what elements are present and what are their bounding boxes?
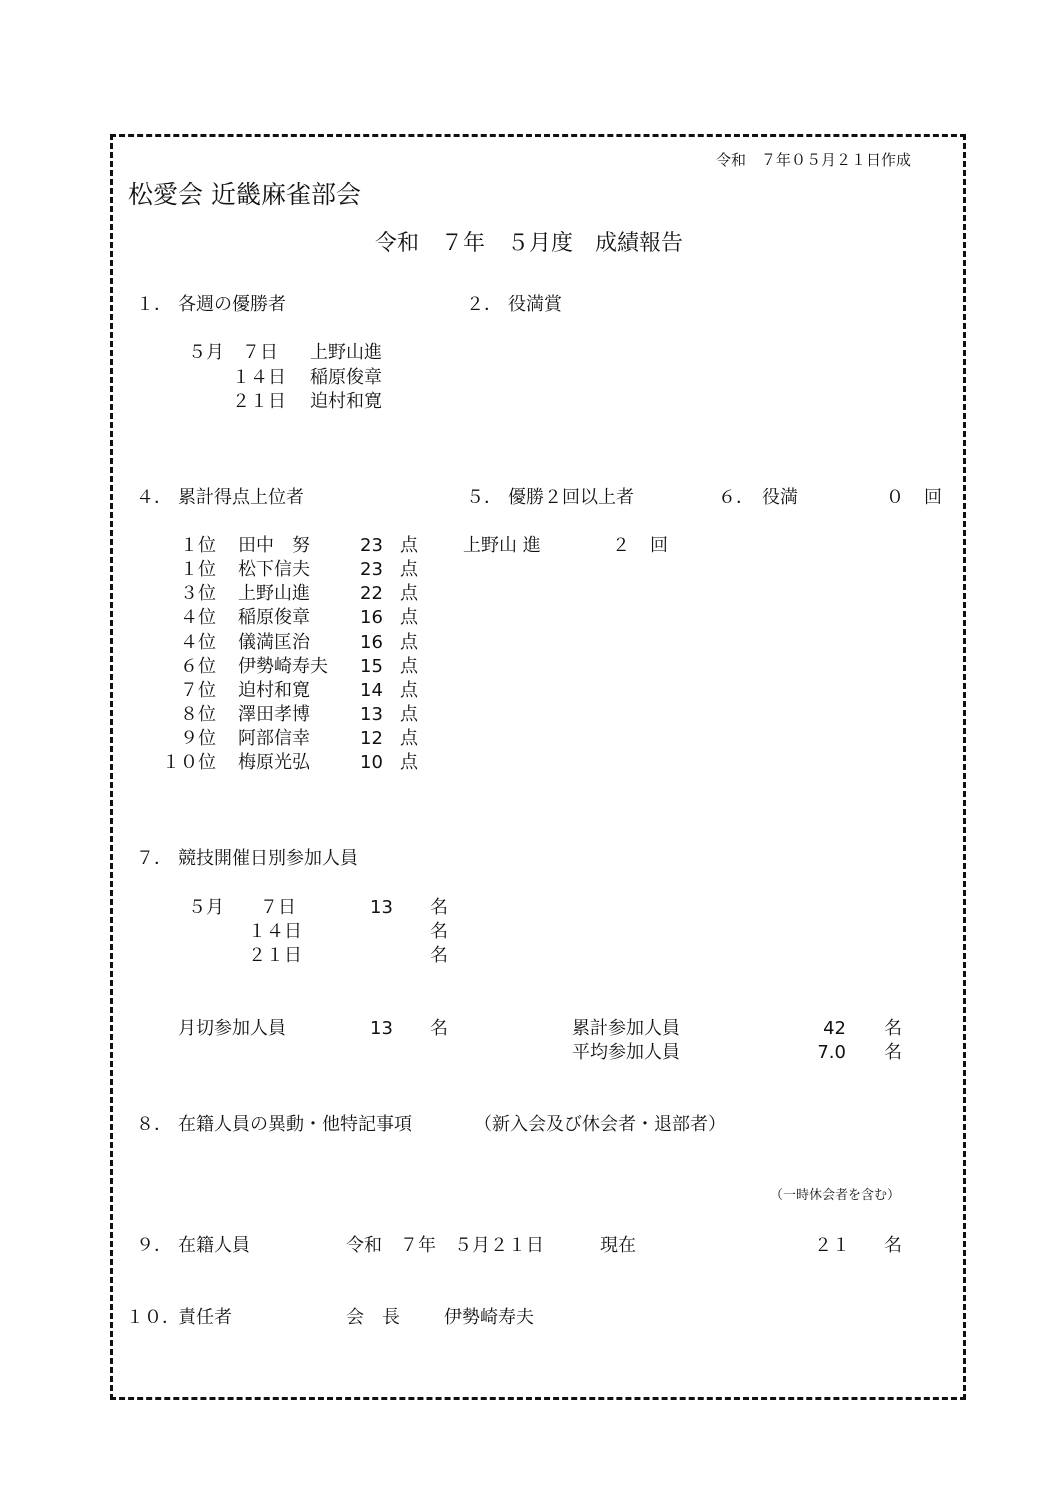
sec9-status: 現在 [600,1235,636,1256]
ranking-score: 12 [360,728,383,749]
average-unit: 名 [884,1042,902,1063]
ranking-name: 儀満匡治 [238,632,310,653]
ranking-name: 田中 努 [238,535,310,556]
ranking-unit: 点 [400,752,418,773]
day-unit: 名 [430,897,448,918]
ranking-name: 阿部信幸 [238,728,310,749]
ranking-score: 10 [360,752,383,773]
sec6-title: 役満 [762,487,798,508]
sec2-label: ２． [466,294,502,315]
sec5-entry-name: 上野山 進 [463,535,541,556]
ranking-score: 14 [360,680,383,701]
created-date: 令和 ７年０５月２１日作成 [716,151,912,169]
ranking-score: 13 [360,704,383,725]
sec8-note: （新入会及び休会者・退部者） [474,1114,726,1135]
winner-date: ５月 ７日 [188,342,278,363]
average-label: 平均参加人員 [572,1042,680,1063]
cumulative-label: 累計参加人員 [572,1018,680,1039]
sec5-entry-unit: 回 [650,535,668,556]
sec6-label: ６． [718,487,754,508]
ranking-unit: 点 [400,728,418,749]
day-date: １４日 [248,921,302,942]
ranking-score: 22 [360,583,383,604]
ranking-rank: ７位 [180,680,216,701]
cumulative-unit: 名 [884,1018,902,1039]
sec1-title: 各週の優勝者 [178,294,286,315]
day-date: ５月 ７日 [188,897,296,918]
ranking-score: 15 [360,656,383,677]
sec2-title: 役満賞 [508,294,562,315]
ranking-score: 16 [360,632,383,653]
monthly-count: 13 [370,1018,393,1039]
ranking-unit: 点 [400,535,418,556]
winner-date: １４日 [232,367,286,388]
average-count: 7.0 [817,1042,846,1063]
day-count: 13 [370,897,393,918]
day-date: ２１日 [248,945,302,966]
sec5-entry-count: ２ [612,535,630,556]
ranking-score: 16 [360,607,383,628]
sec7-title: 競技開催日別参加人員 [178,848,358,869]
ranking-unit: 点 [400,680,418,701]
cumulative-count: 42 [823,1018,846,1039]
ranking-rank: ６位 [180,656,216,677]
ranking-unit: 点 [400,632,418,653]
day-unit: 名 [430,945,448,966]
sec4-label: ４． [136,487,172,508]
sec6-count: ０ [886,487,904,508]
sec9-title: 在籍人員 [178,1235,250,1256]
ranking-rank: ４位 [180,632,216,653]
monthly-unit: 名 [430,1018,448,1039]
sec1-label: １． [136,294,172,315]
ranking-name: 迫村和寛 [238,680,310,701]
sec9-date: 令和 ７年 ５月２１日 [346,1235,544,1256]
sec5-label: ５． [466,487,502,508]
ranking-unit: 点 [400,704,418,725]
ranking-rank: ４位 [180,607,216,628]
day-unit: 名 [430,921,448,942]
winner-name: 迫村和寛 [310,391,382,412]
ranking-unit: 点 [400,559,418,580]
ranking-rank: ８位 [180,704,216,725]
sec7-label: ７． [136,848,172,869]
ranking-score: 23 [360,559,383,580]
sec9-label: ９． [136,1235,172,1256]
sec8-label: ８． [136,1114,172,1135]
report-title: 令和 ７年 ５月度 成績報告 [375,231,684,256]
ranking-rank: １０位 [162,752,216,773]
sec8-small-note: （一時休会者を含む） [770,1188,901,1203]
ranking-rank: １位 [180,535,216,556]
ranking-name: 松下信夫 [238,559,310,580]
sec9-unit: 名 [884,1235,902,1256]
winner-name: 稲原俊章 [310,367,382,388]
org-name: 松愛会 近畿麻雀部会 [128,180,361,209]
sec10-title: 責任者 [178,1307,232,1328]
sec4-title: 累計得点上位者 [178,487,304,508]
ranking-name: 伊勢崎寿夫 [238,656,328,677]
ranking-name: 澤田孝博 [238,704,310,725]
ranking-unit: 点 [400,583,418,604]
sec10-label: １０． [126,1307,180,1328]
winner-name: 上野山進 [310,342,382,363]
ranking-rank: ３位 [180,583,216,604]
sec10-name: 伊勢崎寿夫 [444,1307,534,1328]
sec9-count: ２１ [814,1235,850,1256]
ranking-rank: １位 [180,559,216,580]
ranking-name: 梅原光弘 [238,752,310,773]
ranking-name: 上野山進 [238,583,310,604]
sec5-title: 優勝２回以上者 [508,487,634,508]
ranking-rank: ９位 [180,728,216,749]
winner-date: ２１日 [232,391,286,412]
monthly-label: 月切参加人員 [178,1018,286,1039]
ranking-unit: 点 [400,607,418,628]
ranking-score: 23 [360,535,383,556]
sec6-unit: 回 [924,487,942,508]
sec10-role: 会 長 [346,1307,400,1328]
sec8-title: 在籍人員の異動・他特記事項 [178,1114,412,1135]
ranking-unit: 点 [400,656,418,677]
ranking-name: 稲原俊章 [238,607,310,628]
